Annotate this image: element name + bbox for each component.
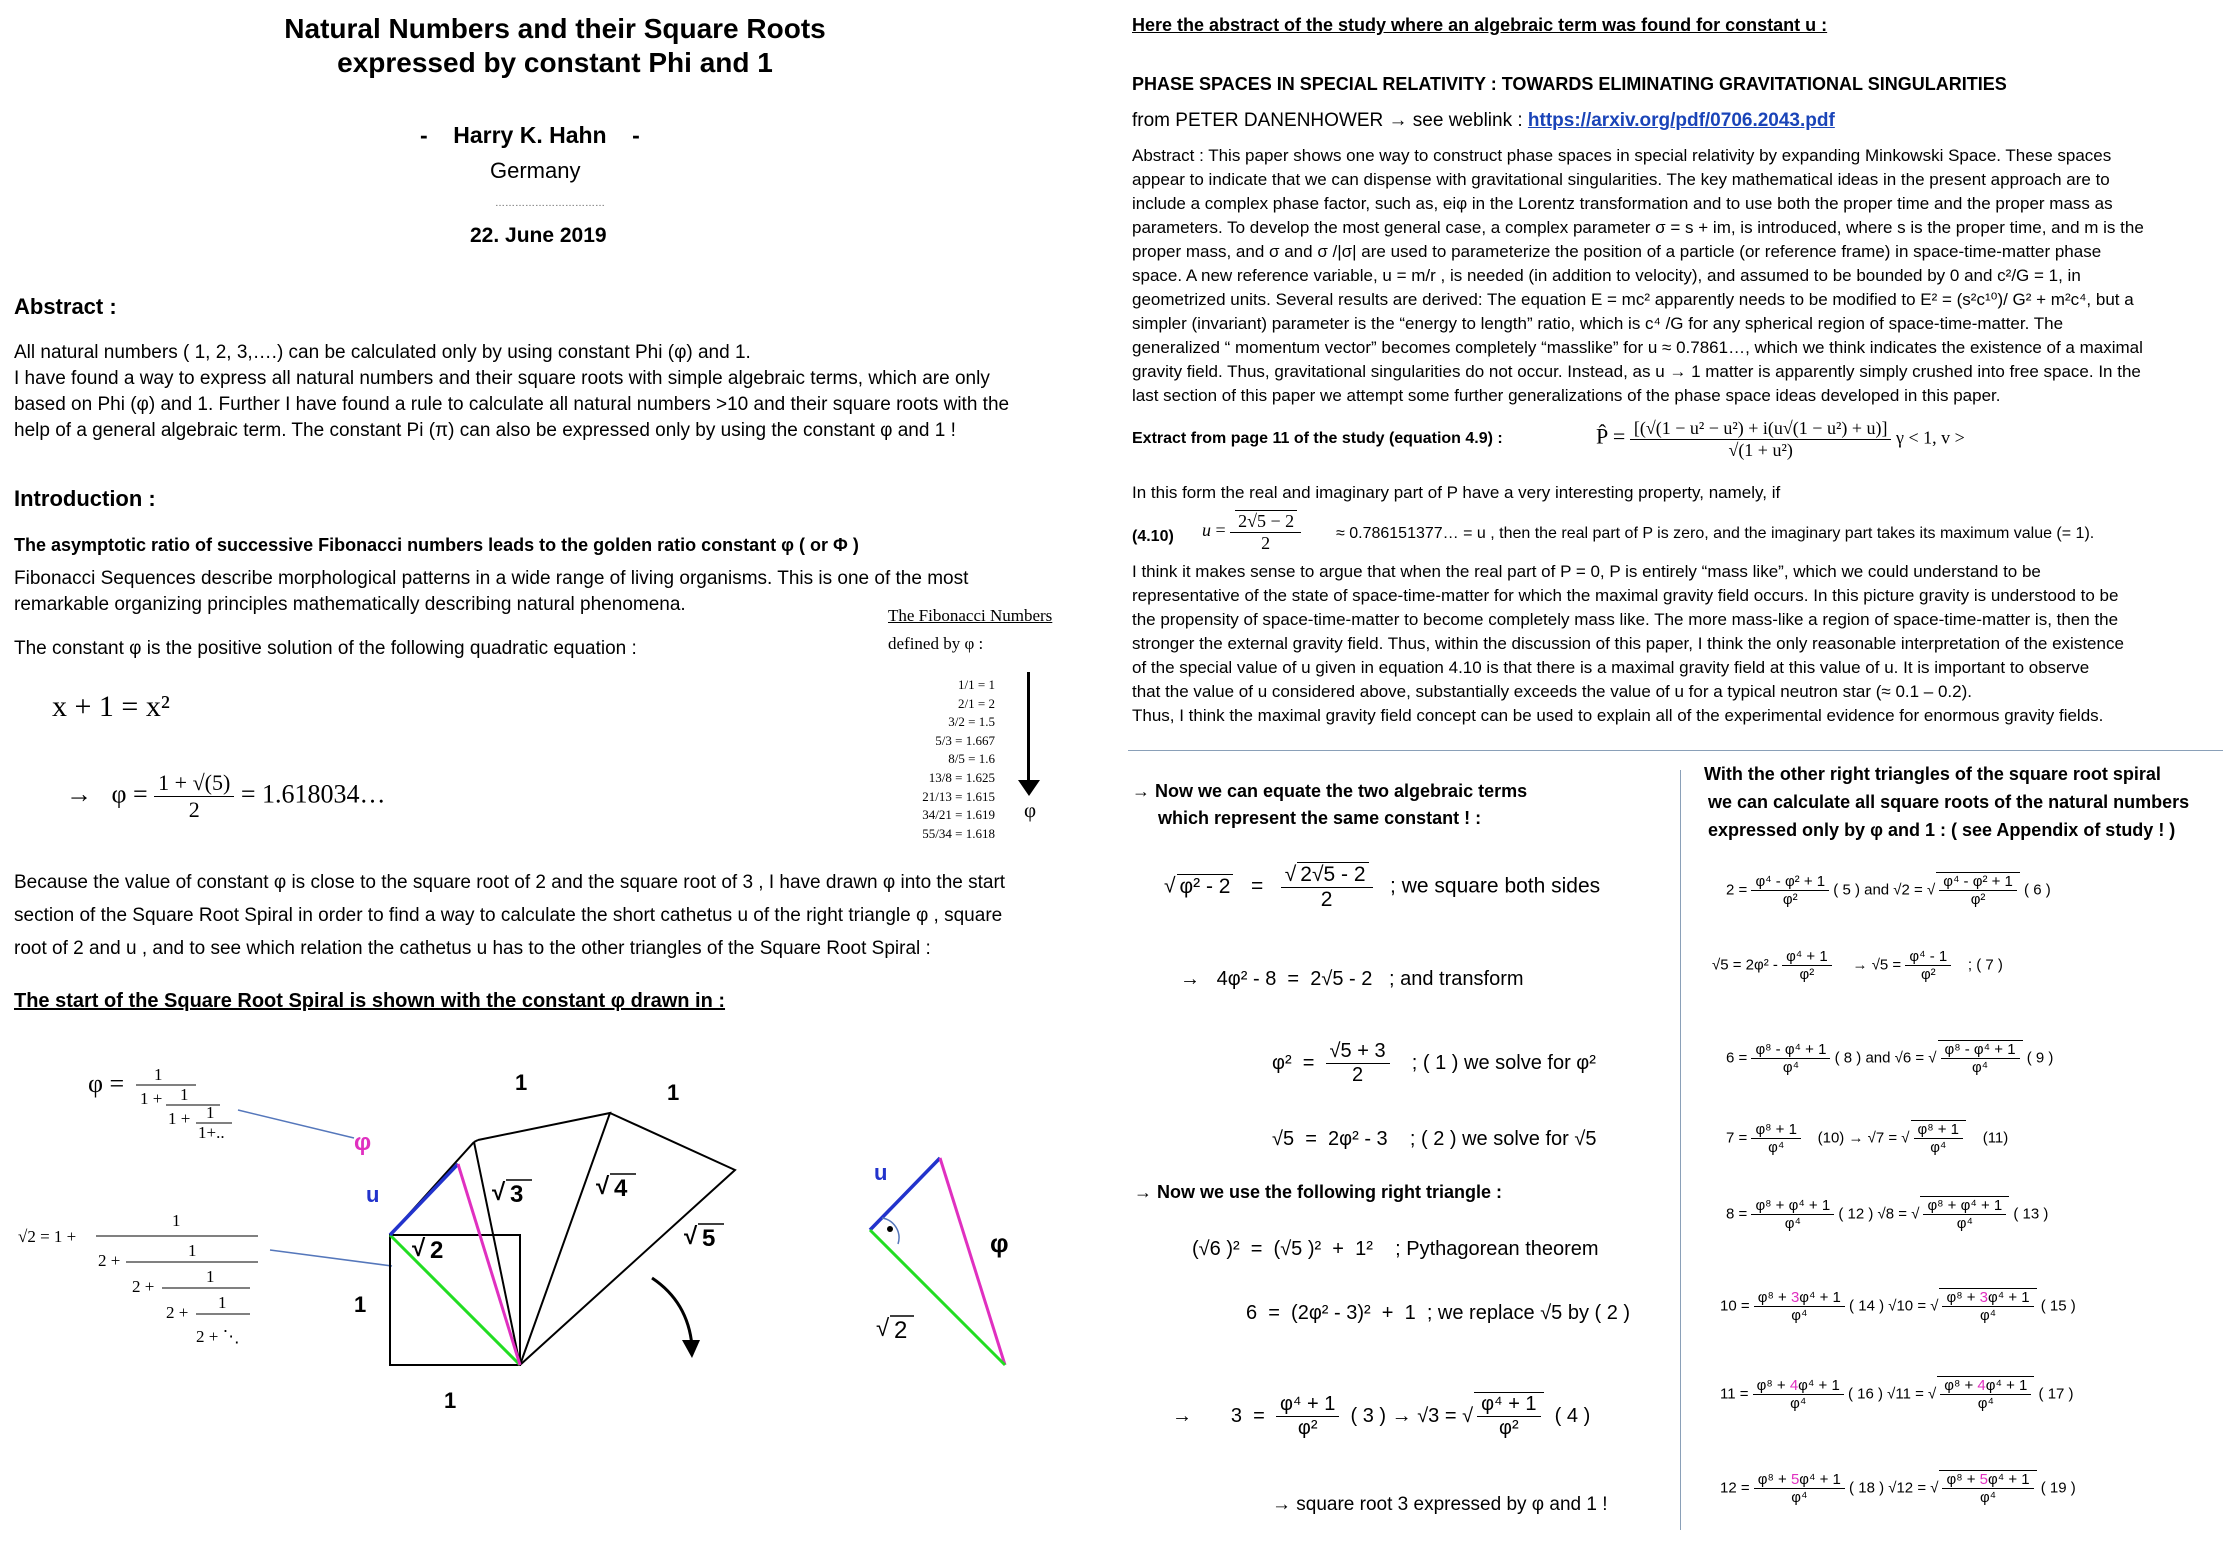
svg-text:√: √ [492, 1179, 506, 1206]
date: 22. June 2019 [470, 224, 607, 247]
svg-text:√: √ [876, 1315, 890, 1342]
detail-label-phi: φ [990, 1228, 1009, 1258]
author: - Harry K. Hahn - [420, 122, 640, 148]
solve-r5-note: ; ( 2 ) we solve for √5 [1409, 1128, 1597, 1150]
sqrt2-continued-fraction [18, 1211, 258, 1346]
svg-text:φ =: φ = [88, 1069, 125, 1098]
abstract-line: proper mass, and σ and σ /|σ| are used to parameterize the position of a particle (or reference frame) in space-time-matter phase [1132, 242, 2102, 261]
equation-2: √5 = 2φ² - 3 ; ( 2 ) we solve for √5 [1272, 1128, 1597, 1150]
label-u: u [366, 1182, 380, 1207]
label-sqrt4: 4 [614, 1175, 628, 1202]
equation-equate: √ φ² - 2 = $\frac{√ 2√5 - 2}{2}$ ; we square both sides [1164, 863, 1601, 911]
equate-line-1: → Now we can equate the two algebraic terms [1132, 781, 1528, 801]
label-one-d: 1 [444, 1388, 457, 1413]
svg-text:√: √ [684, 1223, 698, 1250]
abstract-line: gravity field. Thus, gravitational singularities do not occur. Instead, as u → 1 matter is apparently simply crushed into free space. In the [1132, 362, 2141, 381]
abstract-line: All natural numbers ( 1, 2, 3,….) can be calculated only by using constant Phi (φ) and 1. [14, 342, 751, 363]
rotation-arrow [652, 1278, 692, 1346]
fibonacci-limit-phi: φ [1024, 798, 1037, 822]
equation-14-15: 10 = $\frac{\text{φ⁸ + 3φ⁴ + 1}}{\text{φ⁴}}$ ( 14 ) √10 = √ $\frac{\text{φ⁸ + 3φ⁴ + 1}}{\text{φ⁴}}$ ( 15 ) [1720, 1289, 2076, 1324]
interpretation-line: representative of the state of space-time-matter for which the maximal gravity field occurs. In this picture gravity is understood to be [1132, 586, 2119, 605]
label-sqrt2: 2 [430, 1237, 444, 1264]
abstract-heading: Abstract : [14, 294, 117, 319]
pythagoras-equation: (√6 )² = (√5 )² + 1² ; Pythagorean theorem [1192, 1238, 1599, 1260]
arrow-head-icon [682, 1340, 700, 1358]
label-sqrt5: 5 [702, 1225, 716, 1252]
equation-transform: → 4φ² - 8 = 2√5 - 2 ; and transform [1180, 968, 1524, 990]
u-cathetus [390, 1164, 458, 1235]
label-sqrt3: 3 [510, 1181, 524, 1208]
phi-definition: → φ = $\frac{1 + √(5)}{2}$ = 1.618034… [66, 770, 386, 822]
equation-7: √5 = 2φ² - $\frac{\text{φ⁴ + 1}}{\text{φ²}}$ → √5 = $\frac{\text{φ⁴ - 1}}{\text{φ²}}$ ; ( 7 ) [1712, 948, 2003, 983]
intro-bold-line: The asymptotic ratio of successive Fibonacci numbers leads to the golden ratio constant φ ( or Φ ) [14, 535, 859, 555]
svg-text:√: √ [412, 1235, 426, 1262]
extract-label: Extract from page 11 of the study (equation 4.9) : [1132, 430, 1503, 447]
country: Germany [490, 158, 581, 183]
transform-note: ; and transform [1389, 968, 1524, 990]
phi-value: = 1.618034… [240, 779, 386, 809]
equation-18-19: 12 = $\frac{\text{φ⁸ + 5φ⁴ + 1}}{\text{φ⁴}}$ ( 18 ) √12 = √ $\frac{\text{φ⁸ + 5φ⁴ + 1}}{\text{φ⁴}}$ ( 19 ) [1720, 1471, 2076, 1506]
abstract-line: based on Phi (φ) and 1. Further I have found a rule to calculate all natural numbers >10 and their square roots with the [14, 394, 1010, 415]
fibonacci-ratio: 1/1 = 1 [958, 677, 995, 692]
quadratic-equation: x + 1 = x² [52, 690, 170, 723]
interpretation-line: I think it makes sense to argue that when the real part of P = 0, P is entirely “mass like”, which we could understand to be [1132, 562, 2041, 581]
square-root-spiral-diagram [0, 1030, 1110, 1550]
other-line-3: expressed only by φ and 1 : ( see Appendix of study ! ) [1708, 820, 2176, 840]
abstract-line: Abstract : This paper shows one way to construct phase spaces in special relativity by expanding Minkowski Space. These spaces [1132, 146, 2112, 165]
danenhower-title: PHASE SPACES IN SPECIAL RELATIVITY : TOWARDS ELIMINATING GRAVITATIONAL SINGULARITIES [1132, 74, 2007, 94]
svg-text:1: 1 [180, 1085, 189, 1104]
equation-5-6: 2 = $\frac{\text{φ⁴ - φ² + 1}}{\text{φ²}}$ ( 5 ) and √2 = √ $\frac{\text{φ⁴ - φ² + 1}}{\text{φ²}}$ ( 6 ) [1726, 873, 2051, 908]
abstract-line: appear to indicate that we can dispense with gravitational singularities. The key mathematical ideas in the present approach are to [1132, 170, 2110, 189]
equation-10-11: 7 = $\frac{\text{φ⁸ + 1}}{\text{φ⁴}}$ (10) → √7 = √ $\frac{\text{φ⁸ + 1}}{\text{φ⁴}}$ (11) [1726, 1121, 2009, 1156]
equation-3-4: → 3 = $\frac{\text{φ⁴ + 1}}{\text{φ²}}$ ( 3 ) → √3 = √ $\frac{\text{φ⁴ + 1}}{\text{φ²}}$ ( 4 ) [1172, 1393, 1591, 1439]
abstract-line: generalized “ momentum vector” becomes completely “masslike” for u ≈ 0.7861…, which we think indicates the existence of a maximal [1132, 338, 2143, 357]
fibonacci-ratio: 13/8 = 1.625 [928, 769, 995, 785]
interpretation-line: Thus, I think the maximal gravity field concept can be used to explain all of the experimental evidence for enormous gravity fields. [1132, 706, 2104, 725]
arxiv-link[interactable]: https://arxiv.org/pdf/0706.2043.pdf [1527, 110, 1835, 131]
eq-4-10-label: (4.10) [1132, 528, 1174, 545]
sqrt3-result: → square root 3 expressed by φ and 1 ! [1272, 1494, 1608, 1515]
fibonacci-ratio: 8/5 = 1.6 [948, 751, 995, 767]
detail-right-triangle [870, 1158, 1009, 1365]
fibonacci-ratio: 34/21 = 1.619 [922, 807, 995, 823]
because-line: Because the value of constant φ is close to the square root of 2 and the square root of 3 , I have drawn φ into the start [14, 872, 1006, 893]
from-text: from PETER DANENHOWER → see weblink : [1132, 110, 1523, 131]
label-one-a: 1 [515, 1070, 528, 1095]
interpretation-line: stronger the external gravity field. Thus, within the discussion of this paper, I think the only reasonable interpretation of the existence [1132, 634, 2124, 653]
paper-title [170, 12, 940, 80]
detail-label-u: u [874, 1160, 888, 1185]
svg-text:1 +: 1 + [140, 1089, 163, 1108]
svg-text:2 + ⋱: 2 + ⋱ [196, 1327, 240, 1346]
detail-label-sqrt2: 2 [894, 1317, 908, 1344]
introduction-heading: Introduction : [14, 486, 156, 511]
abstract-line: parameters. To develop the most general case, a complex parameter σ = s + im, is introduced, where s is the proper time, and m is the [1132, 218, 2144, 237]
interpretation-line: that the value of u considered above, substantially exceeds the value of u for a typical neutron star (≈ 0.1 – 0.2). [1132, 682, 1972, 701]
replace-note: ; we replace √5 by ( 2 ) [1426, 1302, 1631, 1324]
intro-line: Fibonacci Sequences describe morphological patterns in a wide range of living organisms. This is one of the most [14, 568, 969, 589]
abstract-text [14, 340, 1094, 444]
intro-line: remarkable organizing principles mathematically describing natural phenomena. [14, 594, 686, 615]
other-line-2: we can calculate all square roots of the natural numbers [1708, 792, 2190, 812]
svg-text:2 +: 2 + [166, 1303, 189, 1322]
inform-line: In this form the real and imaginary part of P have a very interesting property, namely, if [1132, 483, 1781, 502]
dots-divider: …………………………… [495, 198, 605, 209]
equation-16-17: 11 = $\frac{\text{φ⁸ + 4φ⁴ + 1}}{\text{φ⁴}}$ ( 16 ) √11 = √ $\frac{\text{φ⁸ + 4φ⁴ + 1}}{\text{φ⁴}}$ ( 17 ) [1720, 1377, 2074, 1412]
equation-8-9: 6 = $\frac{\text{φ⁸ - φ⁴ + 1}}{\text{φ⁴}}$ ( 8 ) and √6 = √ $\frac{\text{φ⁸ - φ⁴ + 1}}{\text{φ⁴}}$ ( 9 ) [1726, 1041, 2054, 1076]
fibonacci-ratio: 3/2 = 1.5 [948, 714, 995, 730]
label-one-b: 1 [667, 1080, 680, 1105]
solve-phi-note: ; ( 1 ) we solve for φ² [1411, 1051, 1596, 1074]
other-line-1: With the other right triangles of the square root spiral [1704, 764, 2161, 784]
title-line-2: expressed by constant Phi and 1 [337, 47, 773, 78]
abstract-line: space. A new reference variable, u = m/r , is needed (in addition to velocity), and assumed to be bounded by 0 and c²/G = 1, in [1132, 266, 2081, 285]
fibonacci-ratio: 5/3 = 1.667 [935, 732, 995, 748]
column-divider [1680, 770, 1681, 1530]
fibonacci-heading: The Fibonacci Numbers [888, 606, 1053, 625]
u-formula: u = $\frac{2√5 - 2}{2}$ [1202, 510, 1301, 554]
svg-text:√2 = 1 +: √2 = 1 + [18, 1227, 77, 1246]
svg-text:1: 1 [218, 1293, 227, 1312]
svg-text:√: √ [596, 1173, 610, 1200]
abstract-line: help of a general algebraic term. The constant Pi (π) can also be expressed only by using the constant φ and 1 ! [14, 420, 956, 441]
fibonacci-ratios [900, 676, 995, 843]
equation-1: φ² = $\frac{√5 + 3}{2}$ ; ( 1 ) we solve for φ² [1272, 1040, 1596, 1086]
fibonacci-ratio: 2/1 = 2 [958, 695, 995, 711]
right-heading: Here the abstract of the study where an algebraic term was found for constant u : [1132, 15, 1828, 35]
abstract-line: include a complex phase factor, such as, eiφ in the Lorentz transformation and to use both the proper time and the proper mass as [1132, 194, 2113, 213]
right-triangle-heading: → Now we use the following right triangle : [1134, 1182, 1503, 1202]
square-note: ; we square both sides [1390, 874, 1601, 898]
because-text [14, 866, 1104, 965]
eq-4-10-value: ≈ 0.786151377… = u , then the real part of P is zero, and the imaginary part takes its maximum value (= 1). [1336, 525, 2095, 542]
svg-text:2 +: 2 + [98, 1251, 121, 1270]
section-divider [1128, 750, 2223, 751]
because-line: root of 2 and u , and to see which relation the cathetus u has to the other triangles of the Square Root Spiral : [14, 938, 931, 959]
equate-line-2: which represent the same constant ! : [1158, 808, 1482, 828]
fibonacci-arrow [1027, 672, 1030, 782]
svg-text:1: 1 [188, 1241, 197, 1260]
phi-continued-fraction [88, 1065, 232, 1142]
replace-equation: 6 = (2φ² - 3)² + 1 ; we replace √5 by ( 2 ) [1246, 1302, 1631, 1324]
interpretation-line: the propensity of space-time-matter to become completely mass like. The more mass-like a region of space-time-matter is, then the [1132, 610, 2119, 629]
title-line-1: Natural Numbers and their Square Roots [284, 13, 826, 44]
arrow-down-icon [1018, 780, 1040, 796]
label-phi: φ [354, 1129, 372, 1156]
label-one-c: 1 [354, 1292, 367, 1317]
abstract-line: simpler (invariant) parameter is the “energy to length” ratio, which is c⁴ /G for any spherical region of space-time-matter. The [1132, 314, 2064, 333]
svg-text:1: 1 [154, 1065, 163, 1084]
pythagoras-note: ; Pythagorean theorem [1395, 1238, 1599, 1260]
because-line: section of the Square Root Spiral in order to find a way to calculate the short cathetus u of the right triangle φ , square [14, 905, 1003, 926]
from-line [1132, 110, 1835, 132]
abstract-line: last section of this paper we attempt some further generalizations of the phase space ideas developed in this paper. [1132, 386, 2001, 405]
other-triangles-heading [1704, 760, 2189, 844]
equation-12-13: 8 = $\frac{\text{φ⁸ + φ⁴ + 1}}{\text{φ⁴}}$ ( 12 ) √8 = √ $\frac{\text{φ⁸ + φ⁴ + 1}}{\text{φ⁴}}$ ( 13 ) [1726, 1197, 2049, 1232]
fibonacci-ratio: 21/13 = 1.615 [922, 788, 995, 804]
danenhower-abstract [1132, 144, 2210, 408]
interpretation-paragraph [1132, 560, 2210, 728]
svg-text:1: 1 [206, 1267, 215, 1286]
equation-4-9: P̂ = $\frac{\text{[(√(1 − u² − u²) + i(u√(1 − u²) + u)]}}{\text{√(1 + u²)}}$ γ < 1, v > [1596, 418, 1965, 460]
equate-heading [1132, 778, 1527, 832]
abstract-line: geometrized units. Several results are derived: The equation E = mc² apparently needs to be modified to E² = (s²c¹⁰)/ G² + m²c⁴, but a [1132, 290, 2134, 309]
svg-text:1: 1 [206, 1103, 215, 1122]
svg-text:1+..: 1+.. [198, 1123, 225, 1142]
svg-text:1 +: 1 + [168, 1109, 191, 1128]
fibonacci-heading-2: defined by φ : [888, 634, 984, 653]
svg-text:2 +: 2 + [132, 1277, 155, 1296]
constant-text: The constant φ is the positive solution of the following quadratic equation : [14, 638, 637, 659]
svg-text:1: 1 [172, 1211, 181, 1230]
abstract-line: I have found a way to express all natural numbers and their square roots with simple algebraic terms, which are only [14, 368, 990, 389]
interpretation-line: of the special value of u given in equation 4.10 is that there is a maximal gravity field at this value of u. It is important to observe [1132, 658, 2090, 677]
spiral-heading: The start of the Square Root Spiral is shown with the constant φ drawn in : [14, 990, 726, 1012]
fibonacci-ratio: 55/34 = 1.618 [922, 825, 995, 841]
